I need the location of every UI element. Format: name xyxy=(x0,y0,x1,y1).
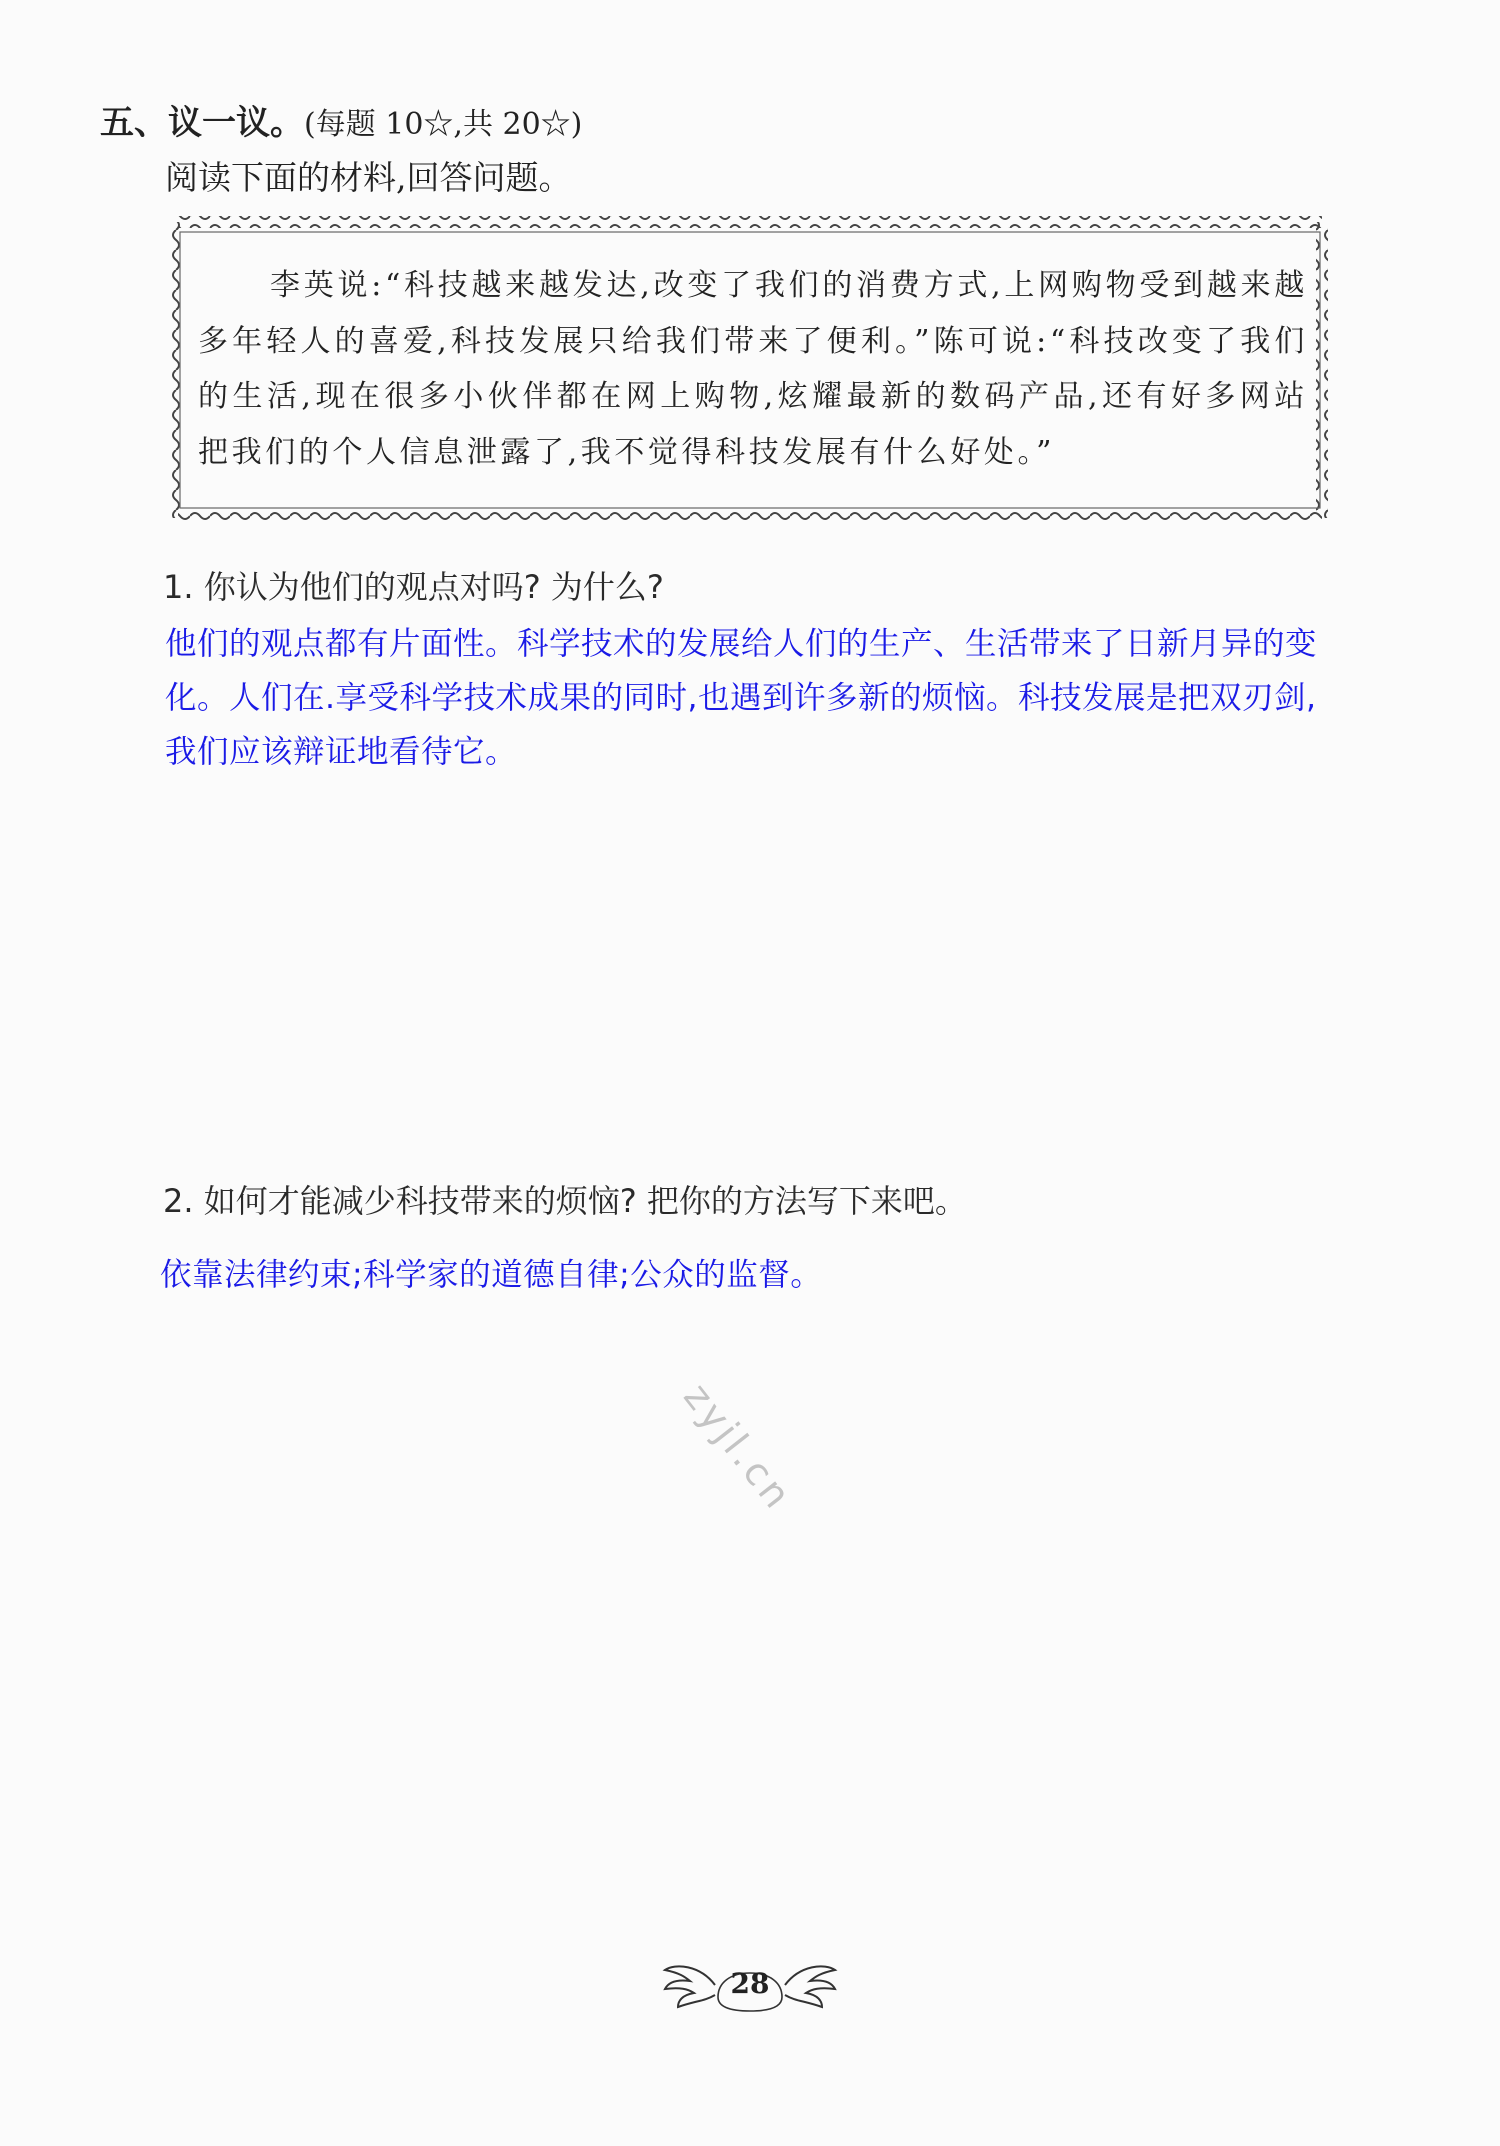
watermark: zyjl.cn xyxy=(675,1375,802,1520)
section-title xyxy=(100,95,582,144)
question-2: 2. 如何才能减少科技带来的烦恼? 把你的方法写下来吧。 xyxy=(163,1182,967,1220)
answer-2: 依靠法律约束;科学家的道德自律;公众的监督。 xyxy=(160,1257,823,1293)
section-heading: 五、议一议。 xyxy=(100,103,304,143)
instruction-text: 阅读下面的材料,回答问题。 xyxy=(165,158,572,197)
question-1: 1. 你认为他们的观点对吗? 为什么? xyxy=(163,568,664,606)
section-points: (每题 10☆,共 20☆) xyxy=(304,107,583,142)
material-box xyxy=(170,210,1330,530)
answer-1: 他们的观点都有片面性。科学技术的发展给人们的生产、生活带来了日新月异的变化。人们在.享受科学技术成果的同时,也遇到许多新的烦恼。科技发展是把双刃剑,我们应该辩证地看待它。 xyxy=(165,626,1318,770)
page-number: 28 xyxy=(730,1967,770,2000)
page-number-badge xyxy=(660,1945,840,2025)
material-text: 李英说:“科技越来越发达,改变了我们的消费方式,上网购物受到越来越多年轻人的喜爱,科技发展只给我们带来了便利。”陈可说:“科技改变了我们的生活,现在很多小伙伴都在网上购物,炫耀最新的数码产品,还有好多网站把我们的个人信息泄露了,我不觉得科技发展有什么好处。” xyxy=(198,268,1308,470)
